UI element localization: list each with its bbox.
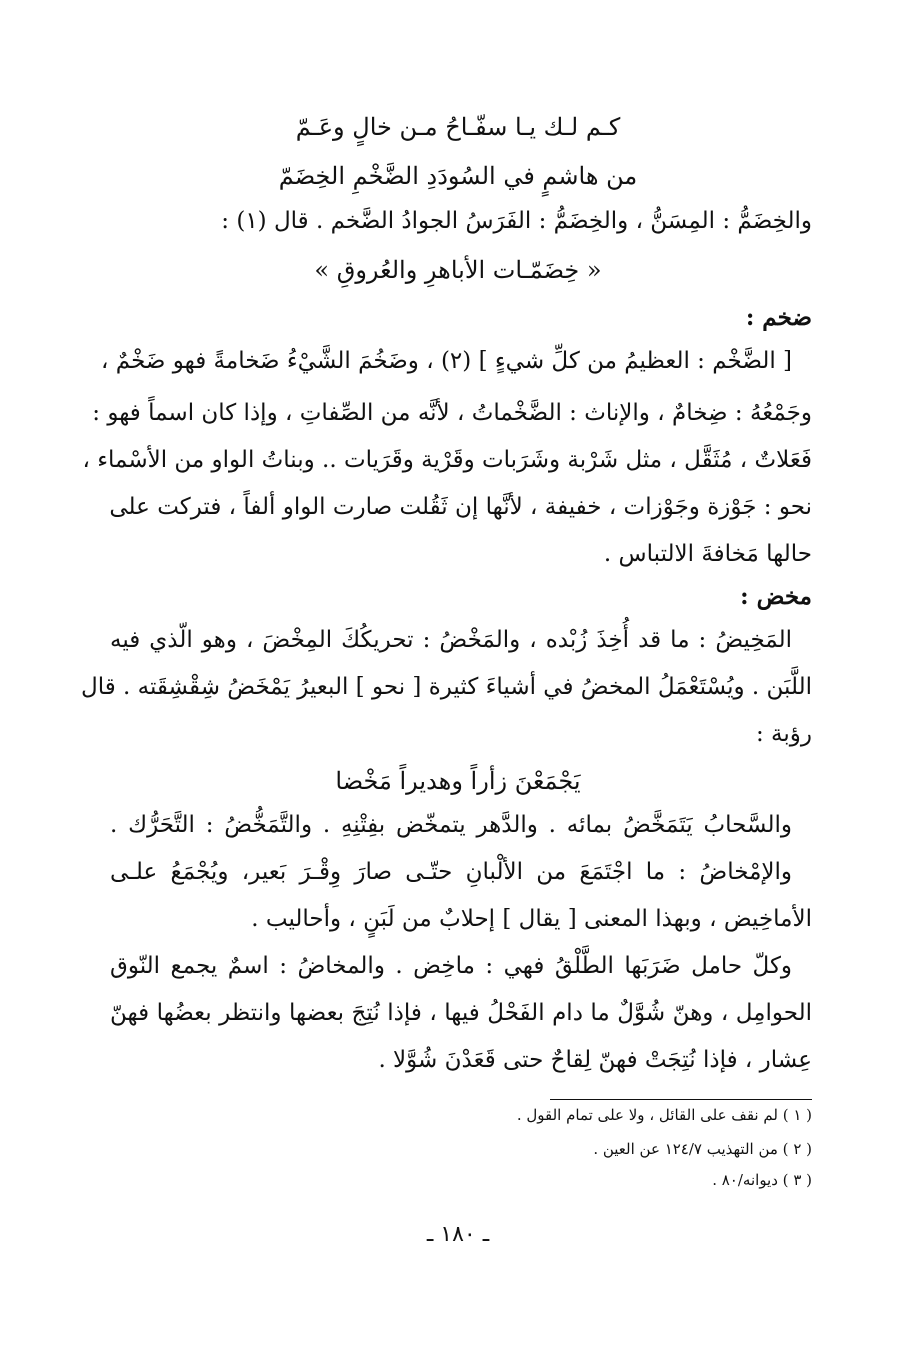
entry-line: فَعَلاتٌ ، مُثَقَّل ، مثل شَرْبة وشَرَبات وقَرْية وقَرَيات .. وبناتُ الواو من الأسْماء ، bbox=[82, 447, 812, 473]
entry-line: والإمْخاضُ : ما اجْتَمَعَ من الألْبانِ حتّـى صارَ وِقْـرَ بَعير، ويُجْمَعُ علـى bbox=[110, 859, 792, 885]
entry-line: والسَّحابُ يَتَمَخَّضُ بمائه . والدَّهر يتمخّض بفِتْنِهِ . والتَّمَخُّضُ : التَّحَرُّك . bbox=[110, 812, 792, 838]
rajaz-verse: يَجْمَعْنَ زأراً وهديراً مَخْضا bbox=[335, 767, 581, 795]
entry-line: المَخِيضُ : ما قد أُخِذَ زُبْده ، والمَخْضُ : تحريكُكَ المِخْضَ ، وهو الّذي فيه bbox=[110, 627, 792, 653]
footnote: ( ١ ) لم نقف على القائل ، ولا على تمام القول . bbox=[516, 1106, 812, 1124]
entry-line: وكلّ حامل ضَرَبَها الطَّلْقُ فهي : ماخِض . والمخاضُ : اسمٌ يجمع النّوق bbox=[110, 953, 792, 979]
footnote-divider bbox=[550, 1099, 812, 1100]
entry-heading-dakhm: ضخم : bbox=[745, 304, 812, 331]
entry-line: رؤبة : bbox=[755, 721, 812, 747]
page-number: ـ ١٨٠ ـ bbox=[426, 1222, 490, 1247]
verse-line-2: من هاشمٍ في السُودَدِ الضَّخْمِ الخِضَمّ bbox=[278, 162, 638, 190]
footnote: ( ٣ ) ديوانه/٨٠ . bbox=[712, 1171, 812, 1189]
quote-line: « خِضَمّـات الأباهرِ والعُروقِ » bbox=[314, 256, 602, 284]
verse-line-1: كـم لـك يـا سفّـاحُ مـن خالٍ وعَـمّ bbox=[295, 113, 621, 141]
entry-line: وجَمْعُهُ : ضِخامٌ ، والإناث : الضَّخْماتُ ، لأنَّه من الصِّفاتِ ، وإذا كان اسماً فهو : bbox=[92, 400, 812, 426]
intro-line: والخِضَمُّ : المِسَنُّ ، والخِضَمُّ : الفَرَسُ الجوادُ الضَّخم . قال (١) : bbox=[221, 208, 812, 234]
footnote: ( ٢ ) من التهذيب ١٢٤/٧ عن العين . bbox=[593, 1140, 812, 1158]
entry-line: اللَّبَن . ويُسْتَعْمَلُ المخضُ في أشياءَ كثيرة [ نحو ] البعيرُ يَمْخَضُ شِقْشِقَته . قال bbox=[80, 674, 812, 700]
entry-heading-makhd: مخض : bbox=[740, 583, 812, 610]
entry-line: حالها مَخافةَ الالتباس . bbox=[603, 541, 812, 567]
entry-line: نحو : جَوْزة وجَوْزات ، خفيفة ، لأنَّها إن ثَقُلت صارت الواو ألفاً ، فتركت على bbox=[109, 494, 812, 520]
entry-line: [ الضَّخْم : العظيمُ من كلِّ شيءٍ ] (٢) ، وضَخُمَ الشَّيْءُ ضَخامةً فهو ضَخْمٌ ، bbox=[101, 348, 792, 374]
entry-line: عِشار ، فإذا نُتِجَتْ فهنّ لِقاحٌ حتى قَعَدْنَ شُوَّلا . bbox=[378, 1047, 812, 1073]
entry-line: الأماخِيض ، وبهذا المعنى [ يقال ] إحلابٌ من لَبَنٍ ، وأحاليب . bbox=[251, 906, 812, 932]
entry-line: الحوامِل ، وهنّ شُوَّلٌ ما دام الفَحْلُ فيها ، فإذا نُتِجَ بعضها وانتظر بعضُها فهنّ bbox=[110, 1000, 812, 1026]
